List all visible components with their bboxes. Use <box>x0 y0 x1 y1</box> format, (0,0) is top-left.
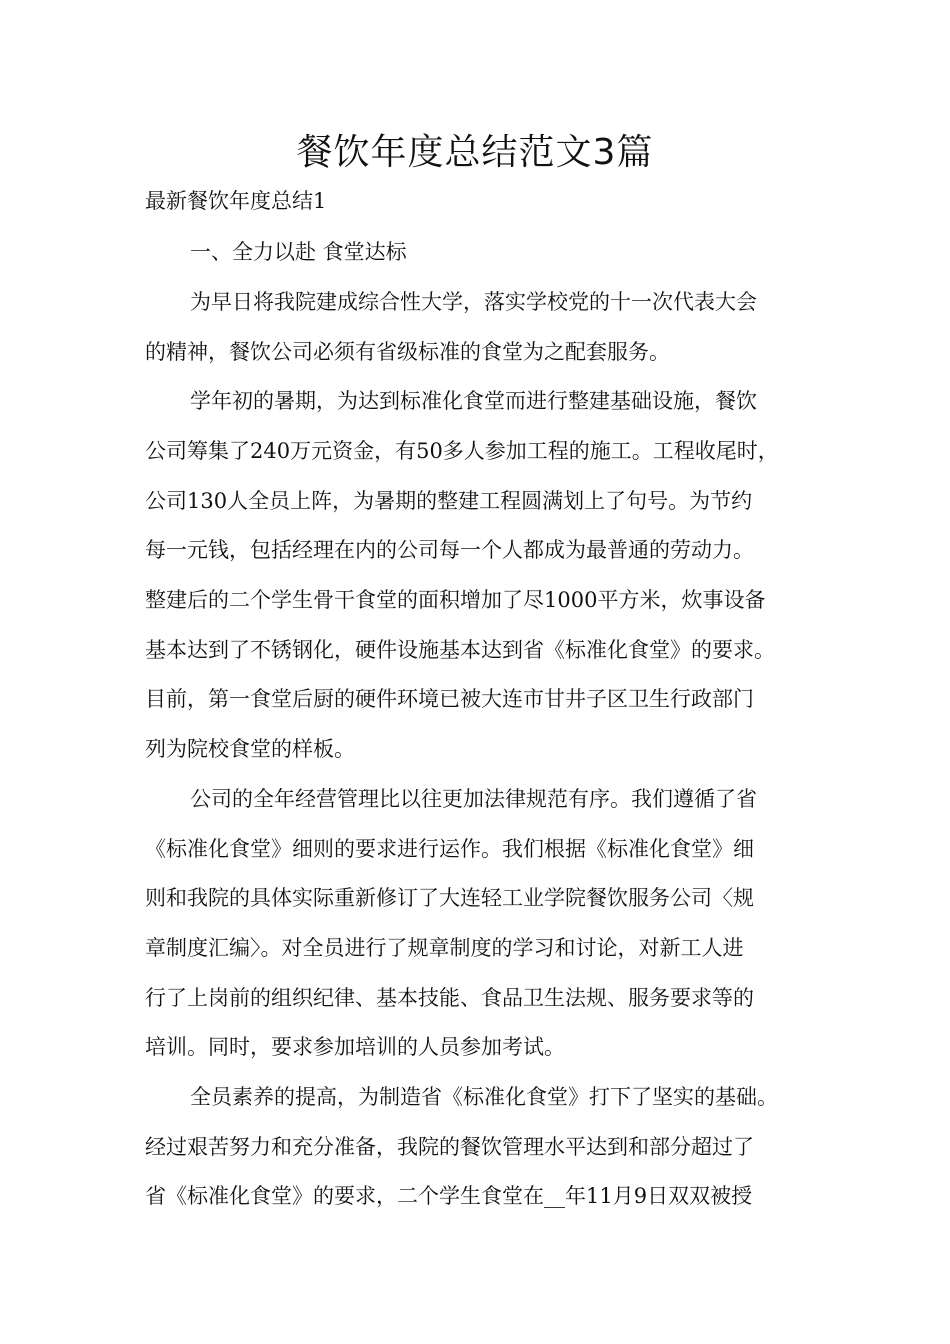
paragraph-line-3: 学年初的暑期，为达到标准化食堂而进行整建基础设施，餐饮 <box>190 389 757 413</box>
paragraph-line-1: 为早日将我院建成综合性大学，落实学校党的十一次代表大会 <box>190 290 757 314</box>
document-title: 餐饮年度总结范文3篇 <box>296 132 654 173</box>
section-heading: 一、全力以赴 食堂达标 <box>190 240 407 264</box>
paragraph-line-11: 公司的全年经营管理比以往更加法律规范有序。我们遵循了省 <box>190 787 757 811</box>
paragraph-line-10: 列为院校食堂的样板。 <box>145 737 355 761</box>
paragraph-line-19: 省《标准化食堂》的要求，二个学生食堂在__年11月9日双双被授 <box>145 1184 753 1208</box>
paragraph-line-7: 整建后的二个学生骨干食堂的面积增加了尽1000平方米，炊事设备 <box>145 588 766 612</box>
paragraph-line-16: 培训。同时，要求参加培训的人员参加考试。 <box>145 1035 565 1059</box>
paragraph-line-4: 公司筹集了240万元资金，有50多人参加工程的施工。工程收尾时， <box>145 439 779 463</box>
paragraph-line-5: 公司130人全员上阵，为暑期的整建工程圆满划上了句号。为节约 <box>145 489 753 513</box>
paragraph-line-2: 的精神，餐饮公司必须有省级标准的食堂为之配套服务。 <box>145 340 670 364</box>
paragraph-line-18: 经过艰苦努力和充分准备，我院的餐饮管理水平达到和部分超过了 <box>145 1135 754 1159</box>
paragraph-line-6: 每一元钱，包括经理在内的公司每一个人都成为最普通的劳动力。 <box>145 538 754 562</box>
paragraph-line-8: 基本达到了不锈钢化，硬件设施基本达到省《标准化食堂》的要求。 <box>145 638 775 662</box>
paragraph-line-9: 目前，第一食堂后厨的硬件环境已被大连市甘井子区卫生行政部门 <box>145 687 754 711</box>
paragraph-line-12: 《标准化食堂》细则的要求进行运作。我们根据《标准化食堂》细 <box>145 837 754 861</box>
paragraph-line-15: 行了上岗前的组织纪律、基本技能、食品卫生法规、服务要求等的 <box>145 986 754 1010</box>
paragraph-line-17: 全员素养的提高，为制造省《标准化食堂》打下了坚实的基础。 <box>190 1085 778 1109</box>
paragraph-line-14: 章制度汇编〉。对全员进行了规章制度的学习和讨论，对新工人进 <box>145 936 744 960</box>
document-subtitle: 最新餐饮年度总结1 <box>145 189 327 213</box>
paragraph-line-13: 则和我院的具体实际重新修订了大连轻工业学院餐饮服务公司〈规 <box>145 886 754 910</box>
